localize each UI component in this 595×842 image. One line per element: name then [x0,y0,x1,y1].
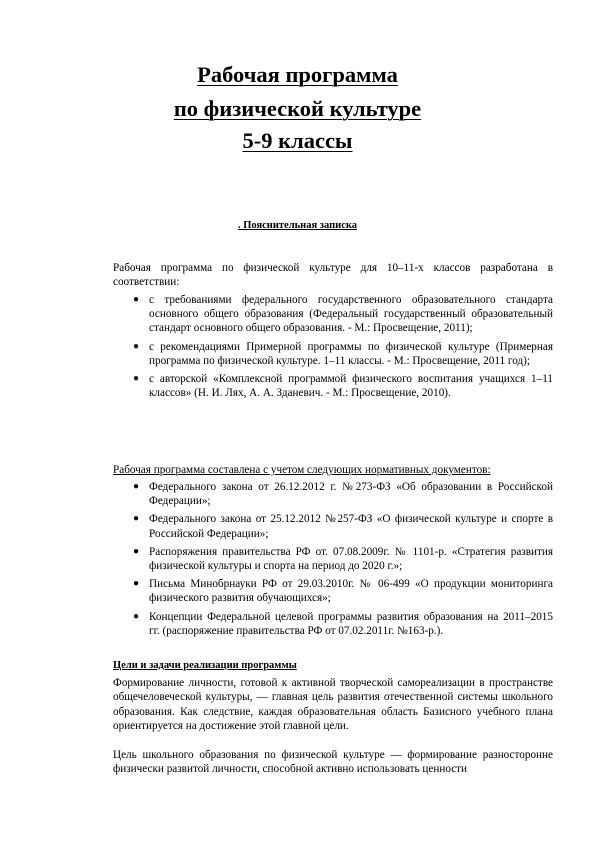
body-paragraph-1: Формирование личности, готовой к активной творческой самореализации в пространстве общечеловеческой культуры, — главная цель развития отечественной системы школьного образования. Как следствие, каждая образовательная область Базисного учебного плана ориентируется на достижение этой главной цели. [113,677,553,732]
list-item [133,577,553,605]
bullet-icon: ● [133,294,140,305]
bullet-icon: ● [133,373,140,385]
intro-paragraph: Рабочая программа по физической культуре для 10–11-х классов разработана в соответствии: [113,262,553,289]
document-title-line-3: 5-9 классы [242,128,353,153]
list-item [133,610,553,638]
list-item [133,372,553,400]
list-item-text: Концепции Федеральной целевой программы развития образования на 2011–2015 гг. (распоряжение правительства РФ от 07.02.2011г. №163-р.). [149,610,553,637]
list-item-text: с требованиями федерального государственного образовательного стандарта основного общего образования (Федеральный государственный образовательный стандарт основного общего образования. - М.: Просвещение, 2011); [149,294,553,335]
list-item [133,340,553,368]
documents-note: Рабочая программа составлена с учетом следующих нормативных документов: [113,464,491,476]
list-item [133,293,553,336]
list-item [133,545,553,573]
bullet-icon: ● [133,481,140,492]
list-item [133,480,553,508]
list-item [133,512,553,540]
list-item-text: с авторской «Комплексной программой физического воспитания учащихся 1–11 классов» (Н. И. Лях, А. А. Зданевич. - М.: Просвещение, 2010). [149,373,553,400]
goals-heading: Цели и задачи реализации программы [113,660,297,671]
list-item-text: Федерального закона от 25.12.2012 №257-ФЗ «О физической культуре и спорте в Российской Федерации»; [149,513,553,540]
bullet-icon: ● [133,578,140,590]
list-item-text: Федерального закона от 26.12.2012 г. №273-ФЗ «Об образовании в Российской Федерации»; [149,481,553,508]
section-heading: . Пояснительная записка [237,220,357,231]
standards-list [133,293,553,404]
body-paragraph-2: Цель школьного образования по физической культуре — формирование разносторонне физически развитой личности, способной активно использовать ценности [113,749,553,776]
document-title-line-1: Рабочая программа [197,62,398,87]
document-title-line-2: по физической культуре [173,96,422,121]
list-item-text: Распоряжения правительства РФ от. 07.08.2009г. № 1101-р. «Стратегия развития физической культуры и спорта на период до 2020 г.»; [149,545,553,573]
bullet-icon: ● [133,610,140,622]
list-item-text: с рекомендациями Примерной программы по физической культуре (Примерная программа по физической культуре. 1–11 классы. - М.: Просвещение, 2011 год); [149,340,553,367]
bullet-icon: ● [133,340,140,352]
list-item-text: Письма Минобрнауки РФ от 29.03.2010г. № 06-499 «О продукции мониторинга физического развития обучающихся»; [149,578,553,605]
regulations-list [133,480,553,642]
bullet-icon: ● [133,545,140,557]
bullet-icon: ● [133,513,140,525]
